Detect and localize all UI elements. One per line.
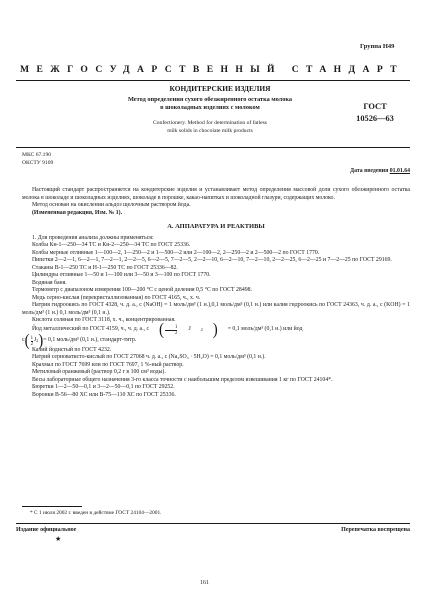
gost-number: 10526—63: [356, 114, 394, 123]
list-item: Метиловый оранжевый (раствор 0,2 г в 100 см³ воды).: [32, 369, 166, 375]
fraction-numerator: 1: [165, 325, 177, 331]
list-item: Кислота соляная по ГОСТ 3118, х. ч., концентрированная.: [32, 317, 176, 323]
subtitle-line-2: в шоколадных изделиях с молоком: [160, 104, 260, 112]
iodine-subscript: 2: [200, 327, 203, 333]
list-item: Термометр с диапазоном измерения 100—200 °С с ценой деления 0,5 °С по ГОСТ 28498.: [32, 287, 252, 293]
intro-paragraph: Метод основан на окислении альдоз щелочным раствором йода.: [32, 202, 191, 208]
effective-date-label: Дата введения: [350, 168, 389, 174]
list-item: Стаканы В-1—250 ТС и Н-1—250 ТС по ГОСТ 25336—82.: [32, 264, 178, 271]
iodine-concentration: = 0,1 моль/дм³ (0,1 н.) или йод: [227, 326, 303, 333]
fraction-numerator: 1: [30, 335, 33, 341]
effective-date: [300, 168, 410, 174]
okstu-code: ОКСТУ 9109: [22, 159, 54, 166]
iodine-c-symbol: с: [22, 337, 25, 344]
list-item: Медь серно-кислая (перекристаллизованная) по ГОСТ 4165, ч., х. ч.: [32, 294, 201, 301]
section-heading: А. АППАРАТУРА И РЕАКТИВЫ: [167, 223, 265, 230]
english-title: [140, 120, 280, 135]
english-title-line-1: Confectionery. Method for determination of fatless: [153, 120, 267, 126]
list-item: Цилиндры отливные 1—50 и 1—100 или 3—50 и 3—100 по ГОСТ 1770.: [32, 272, 211, 278]
list-item: Воронки В-56—80 ХС или В-75—110 ХС по ГОСТ 25336.: [32, 391, 176, 398]
list-item: Пипетки 2—2—1, 6—2—1, 7—2—1, 2—2—5, 6—2—5, 7—2—5, 2—2—10, 6—2—10, 7—2—10, 2—2—25, 6—2—25 и 7—2—25 по ГОСТ 29169.: [32, 257, 392, 263]
fraction: [164, 325, 178, 336]
list-item: Колбы мерные отливные 1—100—2, 1—250—2 и 1—500—2 или 2—100—2, 2—250—2 и 2—500—2 по ГОСТ 1770.: [32, 249, 320, 256]
effective-date-value: 01.01.64: [389, 168, 410, 174]
document-subtitle: [95, 96, 325, 113]
official-edition: Издание официальное: [16, 527, 77, 533]
list-item: Весы лабораторные общего назначения 3-го класса точности с наибольшим пределом взвешивания 1 кг по ГОСТ 24104*.: [32, 376, 333, 383]
fraction-denominator: 2: [30, 341, 33, 347]
iodine-symbol: J: [188, 326, 191, 333]
footer-rule: [16, 523, 410, 524]
amendment-note: (Измененная редакция, Изм. № 1).: [32, 209, 123, 216]
document-body: [22, 187, 410, 399]
top-rule: [16, 80, 410, 81]
english-title-line-2: milk solids in chocolate milk products: [167, 127, 253, 134]
footnote: * С 1 июля 2002 г. введен в действие ГОСТ 24104—2001.: [30, 510, 162, 516]
iodine-fraction-expression: ( $\frac{1}{2}$ J 2 ): [159, 321, 218, 339]
iodine-formula-line-1: [22, 321, 410, 339]
iodine-symbol: J: [33, 337, 37, 344]
intro-paragraph: Настоящий стандарт распространяется на кондитерские изделия и устанавливает метод определения массовой доли сухого обезжиренного остатка молока в шоколаде и шоколадных изделиях, шоколаде в порошке, какао-напитках и шоколадной глазури, содержащих молоко.: [22, 187, 410, 201]
star-icon: ★: [55, 535, 62, 543]
subtitle-line-1: Метод определения сухого обезжиренного остатка молока: [127, 96, 293, 103]
list-item: Натрия гидроокись по ГОСТ 4328, ч. д. а., с (NaOH) = 1 моль/дм³ (1 н.),0,1 моль/дм³ (0,1 н.) или калия гидроокись по ГОСТ 24363, ч. д. а., с (KOH) = 1 моль/дм³ (1 н.) 0,1 моль/дм³ (0,1 н.).: [22, 302, 410, 316]
iodine-subscript: 2: [36, 338, 39, 344]
header-bottom-rule: [16, 147, 410, 148]
list-item: 1. Для проведения анализа должны применяться:: [32, 234, 154, 241]
masthead: МЕЖГОСУДАРСТВЕННЫЙ СТАНДАРТ: [20, 64, 405, 75]
list-item: Бюретки 1—2—50—0,1 и 3—2—50—0,1 по ГОСТ 29252.: [32, 384, 175, 390]
gost-label: ГОСТ: [363, 102, 387, 111]
list-item: Водяная баня.: [32, 279, 67, 286]
classification-codes: [22, 152, 53, 167]
footnote-rule: [22, 506, 82, 507]
list-item: Колбы Кн-1—250—34 ТС и Кн-2—250—34 ТС по ГОСТ 25336.: [32, 242, 191, 248]
document-title: КОНДИТЕРСКИЕ ИЗДЕЛИЯ: [169, 84, 271, 93]
fraction-denominator: 2: [175, 330, 178, 336]
list-item: Натрий серноватисто-кислый по ГОСТ 27068 ч. д. а., с (Na₂SO₃ · 5H₂O) = 0,1 моль/дм³ (0,1 н.).: [32, 354, 266, 360]
list-item: Крахмал по ГОСТ 7699 или по ГОСТ 7697, 1 %-ный раствор.: [32, 361, 184, 368]
list-item: Калий йодистый по ГОСТ 4232.: [32, 346, 112, 353]
reprint-notice: Перепечатка воспрещена: [341, 527, 410, 533]
page-number: 161: [200, 580, 209, 586]
group-code: Группа Н49: [360, 43, 395, 50]
iodine-fraction-expression: ( $\frac{1}{2}$ J 2 ): [24, 332, 44, 350]
iodine-text: Йод металлический по ГОСТ 4159, ч., ч. д. а., с: [32, 326, 150, 333]
iodine-standard-titre: = 0,1 моль/дм³ (0,1 н.), стандарт-титр.: [43, 337, 137, 344]
mks-code: МКС 67.190: [22, 152, 52, 158]
gost-designation: [338, 101, 412, 125]
